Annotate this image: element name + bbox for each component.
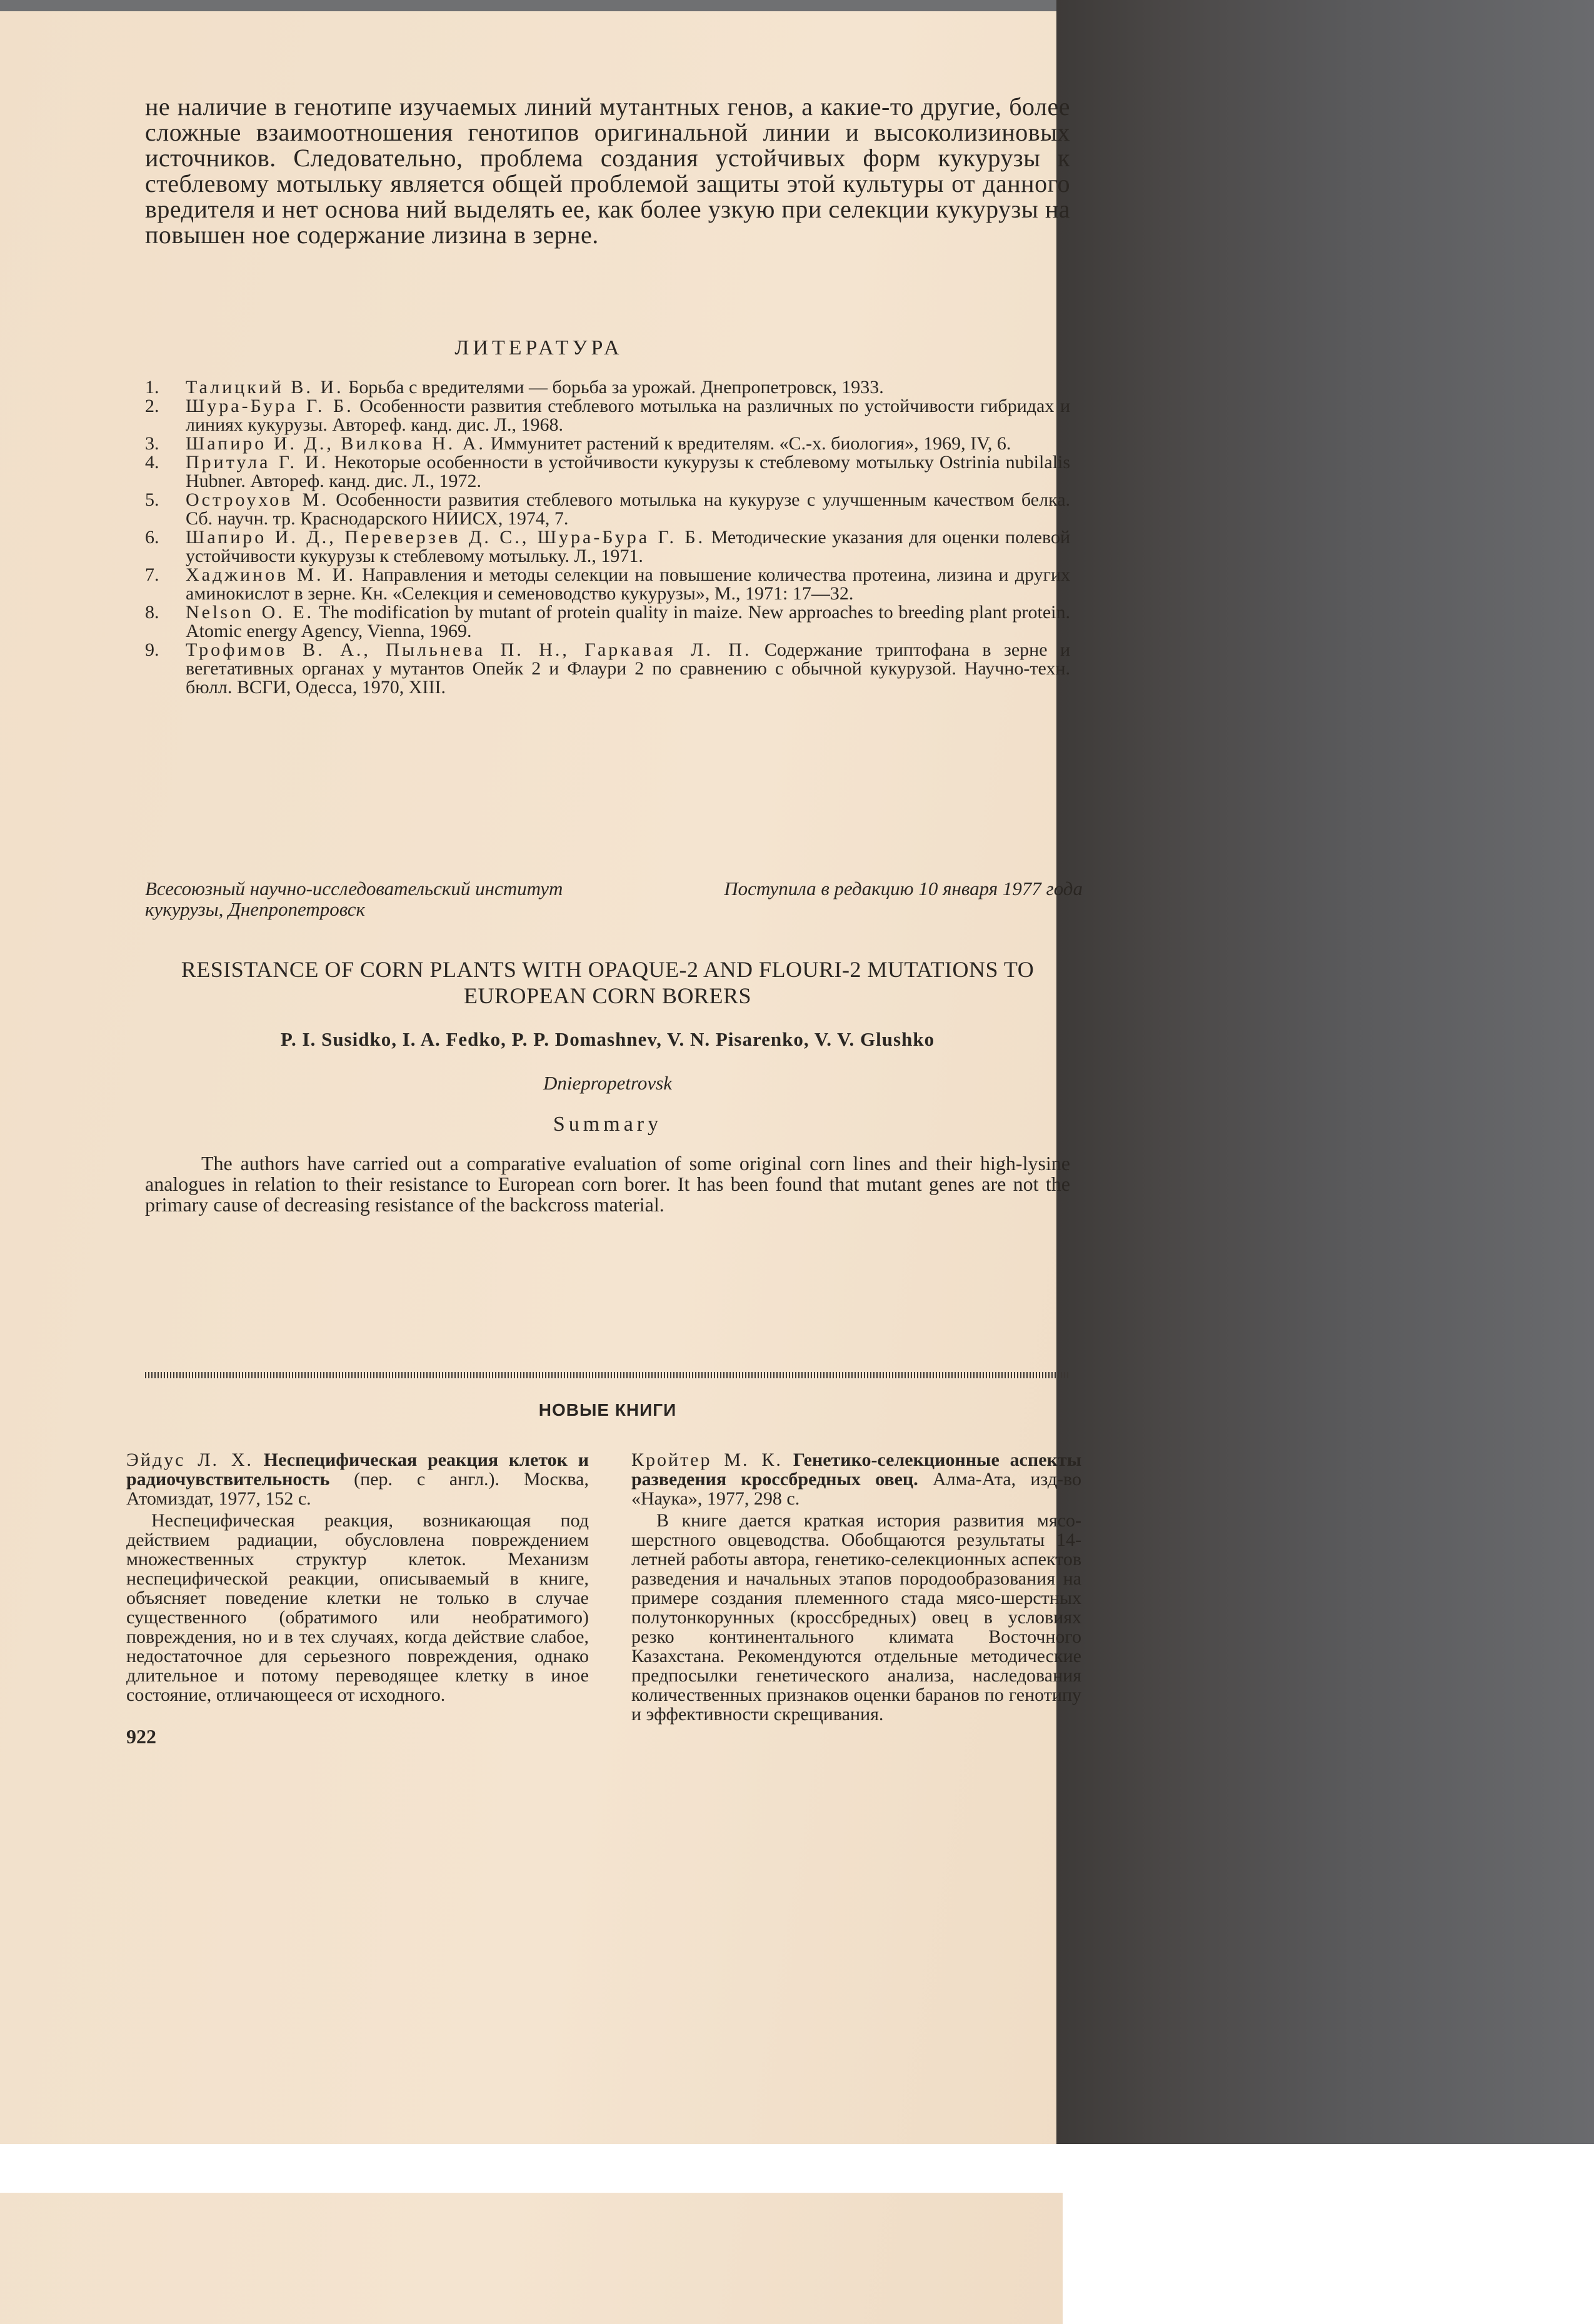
reference-item — [145, 453, 1070, 491]
reference-number: 4. — [145, 452, 159, 473]
page-content — [126, 93, 1083, 2156]
reference-number: 1. — [145, 377, 159, 398]
reference-number: 9. — [145, 639, 159, 660]
book-citation — [126, 1450, 589, 1508]
reference-text: Методические указания для оценки полевой устойчивости кукурузы к стеблевому мотыльку. Л., 1971. — [186, 527, 1070, 566]
reference-number: 2. — [145, 396, 159, 416]
shadow-band — [1056, 0, 1594, 2193]
book-title: Неспецифическая реакция клеток и радиочувствительность — [126, 1450, 589, 1490]
reference-number: 5. — [145, 489, 159, 510]
reference-author: Nelson O. E. — [186, 602, 314, 623]
summary-heading: Summary — [553, 1113, 663, 1136]
reference-item — [145, 491, 1070, 528]
section-divider — [145, 1372, 1070, 1378]
reference-item — [145, 528, 1070, 566]
reference-text: The modification by mutant of protein quality in maize. New approaches to breeding plant protein. Atomic energy Agency, Vienna, 1969. — [186, 602, 1070, 641]
reference-item — [145, 434, 1070, 453]
english-authors: P. I. Susidko, I. A. Fedko, P. P. Domashnev, V. N. Pisarenko, V. V. Glushko — [280, 1028, 935, 1050]
reference-text: Особенности развития стеблевого мотылька на кукурузе с улучшенным качеством белка. Сб. научн. тр. Краснодарского НИИСХ, 1974, 7. — [186, 489, 1071, 529]
book-annotation: В книге дается краткая история развития мясо-шерстного овцеводства. Обобщаются результаты 14-летней работы автора, генетико-селекционных аспектов разведения и начальных этапов породообразования на примере создания племенного стада мясо-шерстных полутонкорунных (кроссбредных) овец в условиях резко континентального климата Восточного Казахстана. Рекомендуются отдельные методические предпосылки генетического анализа, наследования количественных признаков оценки баранов по генотипу и эффективности скрещивания. — [631, 1510, 1081, 1725]
reference-number: 7. — [145, 564, 159, 585]
reference-text: Некоторые особенности в устойчивости кукурузы к стеблевому мотыльку Ostrinia nubilalis Hubner. Автореф. канд. дис. Л., 1972. — [186, 452, 1071, 491]
book-entry-right — [631, 1450, 1081, 1724]
book-details: (пер. с англ.). Москва, Атомиздат, 1977, 152 с. — [126, 1469, 589, 1509]
reference-list — [145, 378, 1070, 697]
book-title: Генетико-селекционные аспекты разведения кроссбредных овец. — [631, 1450, 1081, 1490]
book-author: Эйдус Л. Х. — [126, 1450, 253, 1470]
reference-number: 6. — [145, 527, 159, 548]
affiliation: Всесоюзный научно-исследовательский институт кукурузы, Днепропетровск — [145, 878, 563, 920]
reference-text: Особенности развития стеблевого мотылька на различных по устойчивости гибридах и линиях кукурузы. Автореф. канд. дис. Л., 1968. — [186, 396, 1070, 435]
reference-number: 8. — [145, 602, 159, 623]
reference-item — [145, 397, 1070, 434]
book-author: Кройтер М. К. — [631, 1450, 783, 1470]
reference-item — [145, 603, 1070, 641]
reference-author: Шапиро И. Д., Переверзев Д. С., Шура-Бура Г. Б. — [186, 527, 706, 548]
reference-text: Направления и методы селекции на повышение количества протеина, лизина и других аминокислот в зерне. Кн. «Селекция и семеноводство кукурузы», М., 1971: 17—32. — [186, 564, 1070, 604]
reference-item — [145, 641, 1070, 697]
reference-author: Шура-Бура Г. Б. — [186, 396, 354, 416]
body-paragraph: не наличие в генотипе изучаемых линий мутантных генов, а какие-то другие, более сложные взаимоотношения генотипов оригинальной линии и высоколизиновых источников. Следовательно, проблема создания устойчивых форм кукурузы к стеблевому мотыльку является общей проблемой защиты этой культуры от данного вредителя и нет основа ний выделять ее, как более узкую при селекции кукурузы на повышен ное содержание лизина в зерне. — [145, 93, 1070, 249]
summary-text: The authors have carried out a comparative evaluation of some original corn lines and their high-lysine analogues in relation to their resistance to European corn borer. It has been found that mutant genes are not the primary cause of decreasing resistance of the backcross material. — [145, 1152, 1070, 1216]
reference-text: Борьба с вредителями — борьба за урожай. Днепропетровск, 1933. — [343, 377, 884, 398]
page-number: 922 — [126, 1725, 156, 1748]
reference-number: 3. — [145, 433, 159, 454]
received-date: Поступила в редакцию 10 января 1977 года — [724, 878, 1083, 899]
reference-text: Иммунитет растений к вредителям. «С.-х. биология», 1969, IV, 6. — [485, 433, 1011, 454]
reference-item — [145, 378, 1070, 397]
reference-author: Остроухов М. — [186, 489, 329, 510]
book-entry-left — [126, 1450, 589, 1705]
book-details: Алма-Ата, изд-во «Наука», 1977, 298 с. — [631, 1469, 1081, 1509]
english-city: Dniepropetrovsk — [543, 1072, 673, 1094]
literature-heading: ЛИТЕРАТУРА — [454, 336, 623, 359]
reference-text: Содержание триптофана в зерне и вегетативных органах у мутантов Опейк 2 и Флаури 2 по сравнению с обычной кукурузой. Научно-техн. бюлл. ВСГИ, Одесса, 1970, XIII. — [186, 639, 1070, 698]
reference-author: Шапиро И. Д., Вилкова Н. А. — [186, 433, 486, 454]
book-annotation: Неспецифическая реакция, возникающая под действием радиации, обусловлена повреждением множественных структур клеток. Механизм неспецифической реакции, описываемый в книге, объясняет поведение клетки не только в случае существенного (обратимого или необратимого) повреждения, но и в тех случаях, когда действие слабое, недостаточное для серьезного повреждения, однако длительное и потому переводящее клетку в иное состояние, отличающееся от исходного. — [126, 1510, 589, 1705]
reference-author: Хаджинов М. И. — [186, 564, 356, 585]
reference-author: Талицкий В. И. — [186, 377, 344, 398]
book-citation — [631, 1450, 1081, 1508]
reference-author: Притула Г. И. — [186, 452, 329, 473]
new-books-heading: НОВЫЕ КНИГИ — [538, 1400, 677, 1420]
reference-item — [145, 566, 1070, 603]
english-title: RESISTANCE OF CORN PLANTS WITH OPAQUE-2 AND FLOURI-2 MUTATIONS TO EUROPEAN CORN BORERS — [181, 957, 1035, 1008]
reference-author: Трофимов В. А., Пыльнева П. Н., Гаркавая Л. П. — [186, 639, 752, 660]
